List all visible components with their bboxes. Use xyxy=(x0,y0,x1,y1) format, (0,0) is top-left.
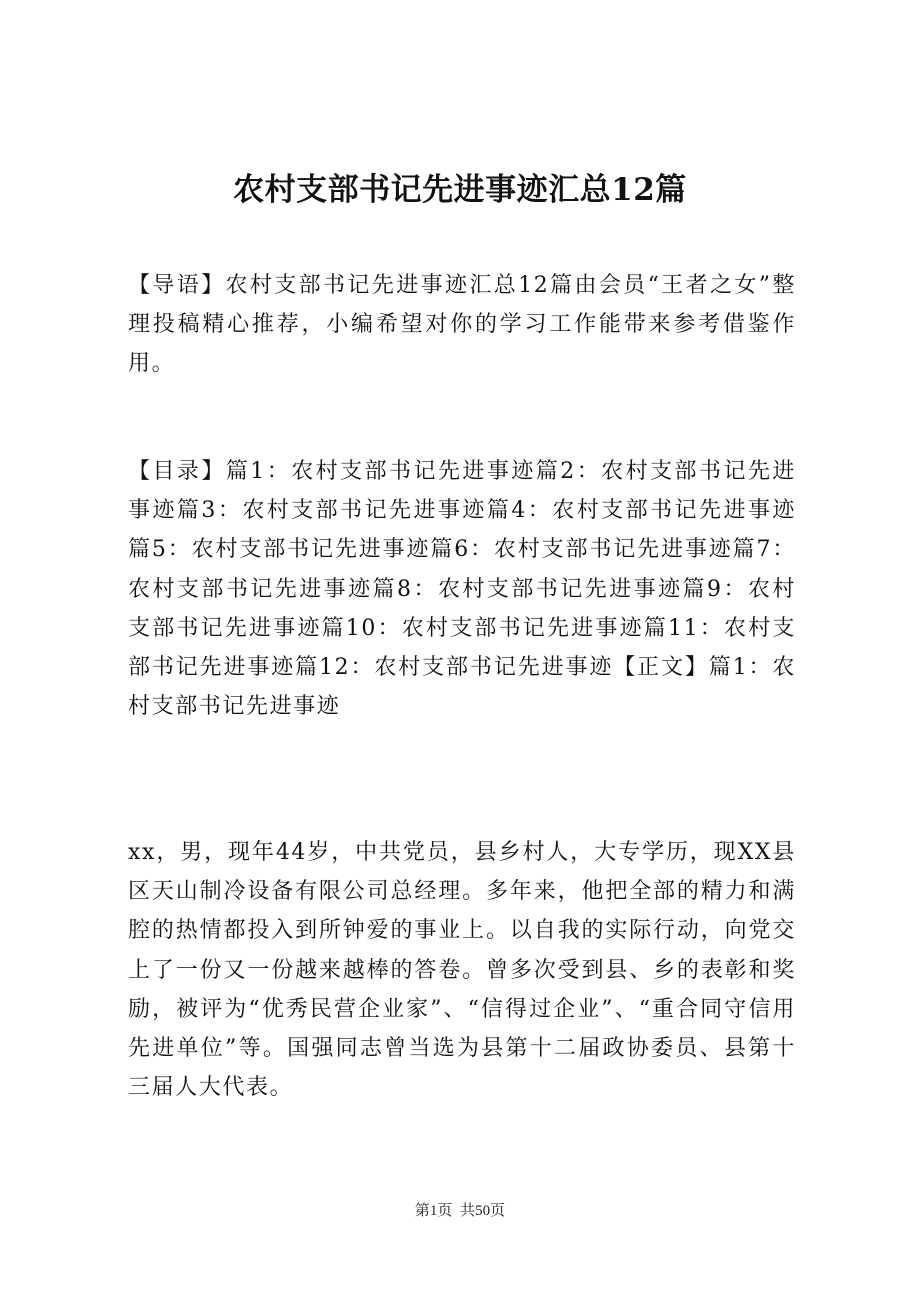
page-total: 共50页 xyxy=(460,1203,506,1219)
intro-paragraph: 【导语】农村支部书记先进事迹汇总12篇由会员“王者之女”整理投稿精心推荐，小编希望对你的学习工作能带来参考借鉴作用。 xyxy=(128,273,796,377)
table-of-contents-paragraph: 【目录】篇1：农村支部书记先进事迹篇2：农村支部书记先进事迹篇3：农村支部书记先进事迹篇4：农村支部书记先进事迹篇5：农村支部书记先进事迹篇6：农村支部书记先进事迹篇7：农村支部书记先进事迹篇8：农村支部书记先进事迹篇9：农村支部书记先进事迹篇10：农村支部书记先进事迹篇11：农村支部书记先进事迹篇12：农村支部书记先进事迹【正文】篇1：农村支部书记先进事迹 xyxy=(128,459,796,720)
page-number: 第1页 xyxy=(414,1203,453,1219)
document-title: 农村支部书记先进事迹汇总12篇 xyxy=(233,172,687,208)
body-paragraph: xx，男，现年44岁，中共党员，县乡村人，大专学历，现XX县区天山制冷设备有限公司总经理。多年来，他把全部的精力和满腔的热情都投入到所钟爱的事业上。以自我的实际行动，向党交上了一份又一份越来越棒的答卷。曾多次受到县、乡的表彰和奖励，被评为“优秀民营企业家”、“信得过企业”、“重合同守信用先进单位”等。国强同志曾当选为县第十二届政协委员、县第十三届人大代表。 xyxy=(128,840,796,1101)
page-footer xyxy=(0,1200,920,1222)
